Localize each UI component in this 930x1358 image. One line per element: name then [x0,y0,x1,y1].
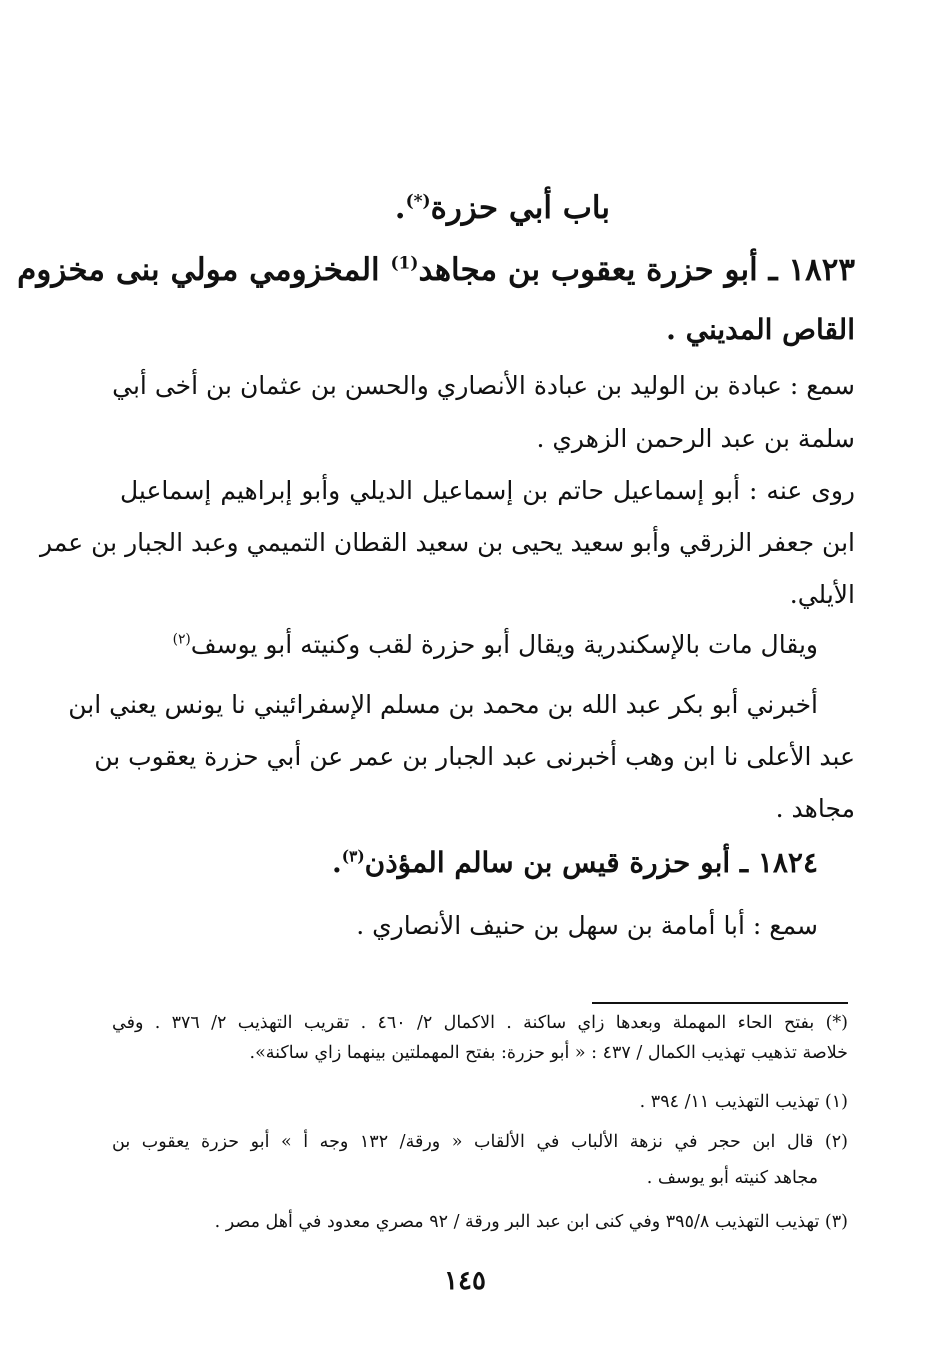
footnote-3: (٣) تهذيب التهذيب ٣٩٥/٨ وفي كنى ابن عبد البر ورقة / ٩٢ مصري معدود في أهل مصر . [214,1212,848,1232]
entry-1823-yuqal-marker: (٢) [172,631,191,648]
entry-1823-heading [17,252,855,288]
chapter-title: باب أبي حزرة(*). [394,190,610,226]
footnote-2-line2: مجاهد كنيته أبو يوسف . [646,1168,818,1188]
entry-1823-heading-part2: المخزومي مولي بنى مخزوم [17,252,391,288]
page-number: ١٤٥ [444,1266,486,1296]
entry-1823-akhbarani-line3: مجاهد . [775,794,855,823]
entry-1823-akhbarani-line2: عبد الأعلى نا ابن وهب أخبرنى عبد الجبار بن عمر عن أبي حزرة يعقوب بن [94,742,855,771]
entry-1823-heading-part1: ١٨٢٣ ـ أبو حزرة يعقوب بن مجاهد [418,252,855,288]
entry-1824-footnote-marker: (٣) [341,847,365,866]
entry-1824-heading [332,846,818,879]
entry-1823-rawa-line3: الأيلي. [789,580,855,609]
entry-1823-footnote-marker: (1) [390,253,419,274]
chapter-title-footnote-marker: (*) [405,191,431,212]
footnote-1: (١) تهذيب التهذيب ١١/ ٣٩٤ . [639,1092,848,1112]
entry-1824-heading-text: ١٨٢٤ ـ أبو حزرة قيس بن سالم المؤذن [364,846,818,879]
entry-1823-yuqal-text: ويقال مات بالإسكندرية ويقال أبو حزرة لقب وكنيته أبو يوسف [190,630,818,659]
footnote-separator [592,1002,848,1004]
entry-1823-akhbarani-line1: أخبرني أبو بكر عبد الله بن محمد بن مسلم الإسفرائيني نا يونس يعني ابن [68,690,818,719]
entry-1823-heading-line2: القاص المديني . [666,313,855,346]
entry-1824-sami-line1: سمع : أبا أمامة بن سهل بن حنيف الأنصاري . [356,911,818,940]
footnote-star-line1: (*) بفتح الحاء المهملة وبعدها زاي ساكنة . الاكمال ٢/ ٤٦٠ . تقريب التهذيب ٢/ ٣٧٦ . وفي [112,1013,848,1033]
footnote-2-line1: (٢) قال ابن حجر في نزهة الألباب في الألقاب « ورقة/ ١٣٢ وجه أ » أبو حزرة يعقوب بن [112,1132,848,1152]
entry-1823-sami-line2: سلمة بن عبد الرحمن الزهري . [536,424,855,453]
entry-1823-rawa-line2: ابن جعفر الزرقي وأبو سعيد يحيى بن سعيد القطان التميمي وعبد الجبار بن عمر [40,528,855,557]
entry-1823-sami-line1: سمع : عبادة بن الوليد بن عبادة الأنصاري والحسن بن عثمان بن أخى أبي [112,371,855,400]
entry-1823-rawa-line1: روى عنه : أبو إسماعيل حاتم بن إسماعيل الديلي وأبو إبراهيم إسماعيل [120,476,855,505]
entry-1824-heading-end: . [332,846,342,879]
chapter-title-text: باب أبي حزرة [430,190,610,226]
footnote-star-line2: خلاصة تذهيب تهذيب الكمال / ٤٣٧ : « أبو حزرة: بفتح المهملتين بينهما زاي ساكنة». [249,1043,848,1063]
entry-1823-yuqal [173,630,818,659]
